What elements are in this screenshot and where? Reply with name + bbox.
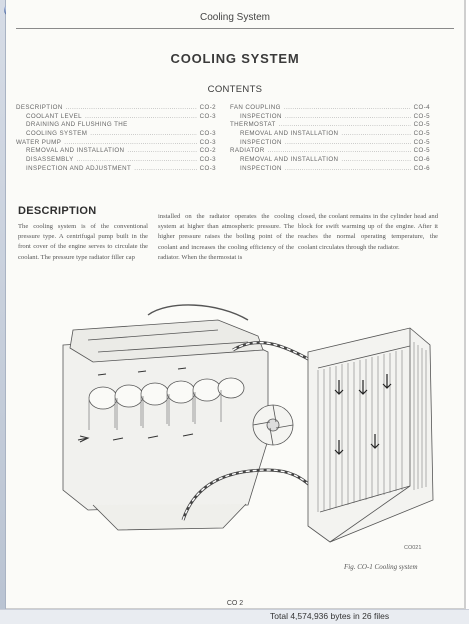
toc-entry[interactable]: WATER PUMP ..... CO-3 (16, 139, 216, 148)
toc-entry[interactable]: INSPECTION AND ADJUSTMENT ..... CO-3 (16, 165, 216, 174)
toc-entry[interactable]: DRAINING AND FLUSHING THE (26, 121, 128, 129)
toc-entry[interactable]: FAN COUPLING ..... CO-4 (230, 104, 430, 113)
body-text-column-2: installed on the radiator operates the cooling system at higher than atmospheric pressure. The higher pressure raises the boiling point of the coolant and increases the cooling efficiency of the radiator. When the thermostat is (158, 213, 294, 261)
cooling-system-illustration (18, 290, 448, 555)
toc-entry[interactable]: THERMOSTAT ..... CO-5 (230, 121, 430, 130)
toc-entry[interactable]: REMOVAL AND INSTALLATION ..... CO-2 (16, 147, 216, 156)
status-bar (0, 609, 469, 624)
toc-left-column (16, 104, 216, 174)
toc-entry[interactable]: INSPECTION ..... CO-6 (230, 165, 430, 174)
toc-entry[interactable]: COOLANT LEVEL ..... CO-3 (16, 113, 216, 122)
figure-caption: Fig. CO-1 Cooling system (344, 563, 418, 571)
toc-entry[interactable]: INSPECTION ..... CO-5 (230, 139, 430, 148)
page-number: CO 2 (226, 600, 244, 607)
toc-entry[interactable]: REMOVAL AND INSTALLATION ..... CO-6 (230, 156, 430, 165)
toc-entry[interactable]: RADIATOR ..... CO-5 (230, 147, 430, 156)
section-heading: DESCRIPTION (18, 205, 97, 217)
toc-entry[interactable]: DISASSEMBLY ..... CO-3 (16, 156, 216, 165)
body-text-column-3: closed, the coolant remains in the cylinder head and block for swift warming up of the engine. After it reaches the normal operating temperature, the coolant circulates through the radiator. (298, 213, 438, 251)
header-rule (16, 28, 454, 29)
toc-entry[interactable]: REMOVAL AND INSTALLATION ..... CO-5 (230, 130, 430, 139)
contents-title: CONTENTS (207, 84, 263, 95)
toc-entry[interactable]: INSPECTION ..... CO-5 (230, 113, 430, 122)
toc-entry[interactable]: COOLING SYSTEM ..... CO-3 (16, 130, 216, 139)
toc-entry[interactable]: DESCRIPTION ..... CO-2 (16, 104, 216, 113)
figure-code: CO021 (404, 545, 422, 551)
page-title: COOLING SYSTEM (170, 51, 300, 66)
document-page (6, 0, 466, 610)
running-head: Cooling System (199, 12, 271, 23)
body-text-column-1: The cooling system is of the conventional pressure type. A centrifugal pump built in the front cover of the engine serves to circulate the coolant. The pressure type radiator filler cap (18, 223, 148, 261)
toc-right-column (230, 104, 430, 174)
status-text: Total 4,574,936 bytes in 26 files (270, 611, 390, 621)
